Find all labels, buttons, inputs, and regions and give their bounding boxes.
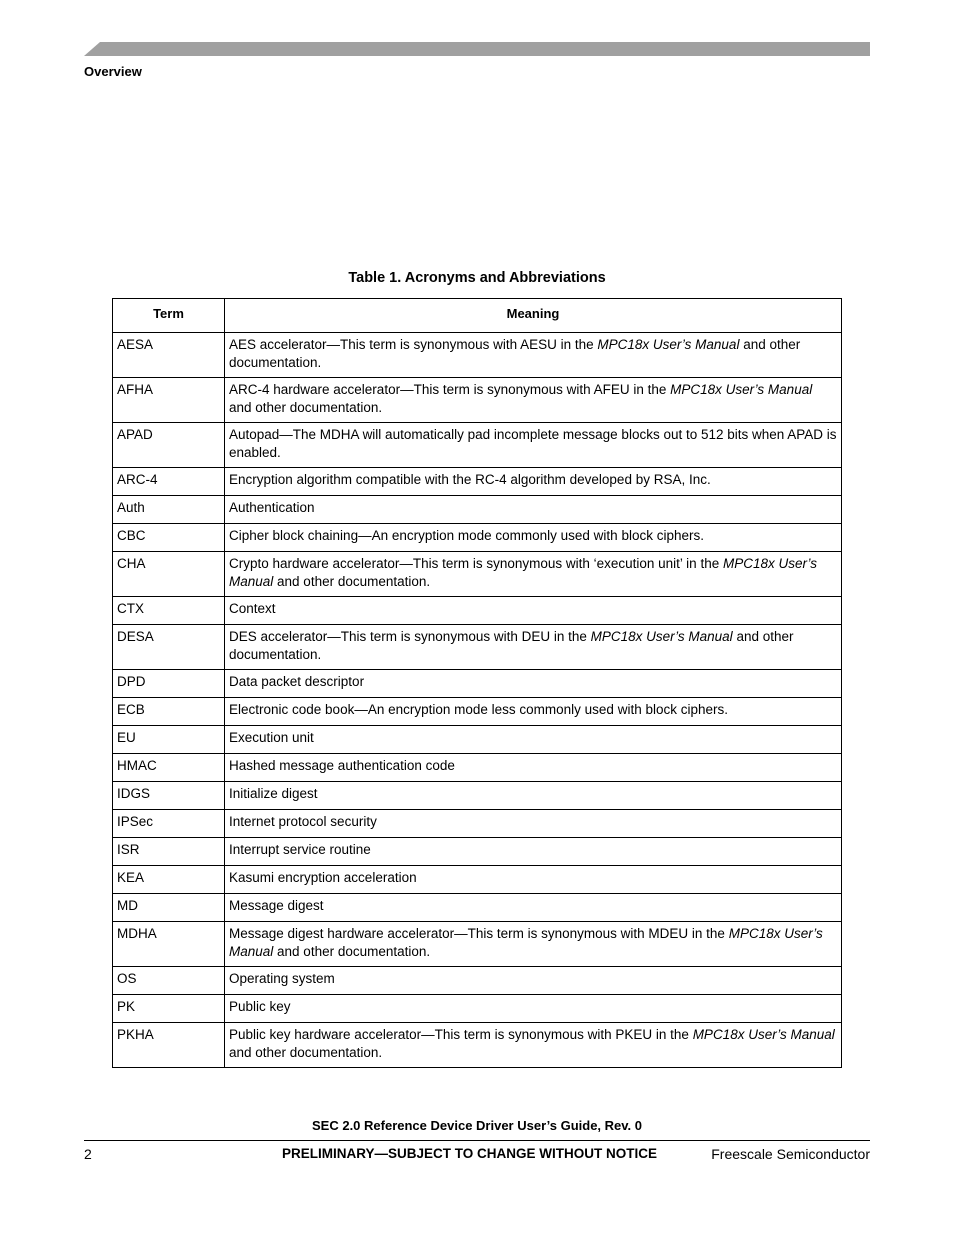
company-name: Freescale Semiconductor [711, 1146, 870, 1162]
term-cell: Auth [113, 496, 225, 524]
meaning-text: Encryption algorithm compatible with the RC-4 algorithm developed by RSA, Inc. [229, 472, 711, 487]
meaning-cell [225, 670, 842, 698]
table-row [113, 922, 842, 967]
meaning-text: Operating system [229, 971, 335, 986]
meaning-text: Autopad—The MDHA will automatically pad incomplete message blocks out to 512 bits when APAD is enabled. [229, 427, 837, 460]
term-cell: PKHA [113, 1023, 225, 1068]
meaning-text: Kasumi encryption acceleration [229, 870, 417, 885]
acronyms-table [112, 298, 842, 1068]
term-cell: ECB [113, 698, 225, 726]
term-cell: ISR [113, 838, 225, 866]
term-cell: HMAC [113, 754, 225, 782]
term-cell: CTX [113, 597, 225, 625]
meaning-cell [225, 995, 842, 1023]
table-row [113, 698, 842, 726]
manual-title: MPC18x User’s Manual [590, 629, 733, 644]
table-row [113, 423, 842, 468]
meaning-cell [225, 810, 842, 838]
meaning-text: Public key hardware accelerator—This term is synonymous with PKEU in the [229, 1027, 693, 1042]
meaning-cell [225, 423, 842, 468]
meaning-cell [225, 1023, 842, 1068]
term-column-header: Term [113, 299, 225, 333]
term-cell: EU [113, 726, 225, 754]
term-cell: AESA [113, 333, 225, 378]
table-row [113, 967, 842, 995]
term-cell: KEA [113, 866, 225, 894]
meaning-cell [225, 524, 842, 552]
footer-divider [84, 1140, 870, 1141]
meaning-cell [225, 922, 842, 967]
table-row [113, 496, 842, 524]
term-cell: MD [113, 894, 225, 922]
meaning-text: Context [229, 601, 276, 616]
meaning-cell [225, 468, 842, 496]
meaning-text: Message digest hardware accelerator—This term is synonymous with MDEU in the [229, 926, 729, 941]
term-cell: PK [113, 995, 225, 1023]
meaning-text: and other documentation. [273, 943, 431, 959]
meaning-cell [225, 552, 842, 597]
meaning-text: and other documentation. [273, 573, 431, 589]
table-row [113, 894, 842, 922]
meaning-text: Message digest [229, 898, 324, 913]
meaning-text: Cipher block chaining—An encryption mode commonly used with block ciphers. [229, 528, 704, 543]
meaning-cell [225, 894, 842, 922]
page-number: 2 [84, 1146, 92, 1162]
table-row [113, 866, 842, 894]
term-cell: MDHA [113, 922, 225, 967]
manual-title: MPC18x User’s Manual [670, 382, 813, 397]
table-row [113, 524, 842, 552]
meaning-cell [225, 333, 842, 378]
meaning-text: Initialize digest [229, 786, 318, 801]
term-cell: CHA [113, 552, 225, 597]
table-row [113, 782, 842, 810]
meaning-text: DES accelerator—This term is synonymous with DEU in the [229, 629, 591, 644]
meaning-column-header: Meaning [225, 299, 842, 333]
table-row [113, 726, 842, 754]
table-row [113, 754, 842, 782]
meaning-cell [225, 866, 842, 894]
table-row [113, 597, 842, 625]
meaning-text: and other documentation. [229, 629, 794, 662]
term-cell: IPSec [113, 810, 225, 838]
meaning-cell [225, 625, 842, 670]
table-row [113, 1023, 842, 1068]
table-row [113, 838, 842, 866]
meaning-cell [225, 754, 842, 782]
meaning-text: Hashed message authentication code [229, 758, 455, 773]
table-row [113, 670, 842, 698]
term-cell: ARC-4 [113, 468, 225, 496]
preliminary-notice: PRELIMINARY—SUBJECT TO CHANGE WITHOUT NOTICE [282, 1146, 658, 1161]
meaning-text: and other documentation. [229, 399, 383, 415]
term-cell: IDGS [113, 782, 225, 810]
manual-title: MPC18x User’s Manual [692, 1027, 835, 1042]
header-bar [84, 42, 870, 56]
table-row [113, 378, 842, 423]
manual-title: MPC18x User’s Manual [229, 926, 823, 959]
term-cell: APAD [113, 423, 225, 468]
meaning-cell [225, 698, 842, 726]
meaning-cell [225, 838, 842, 866]
table-row [113, 810, 842, 838]
table-row [113, 552, 842, 597]
table-caption: Table 1. Acronyms and Abbreviations [348, 270, 606, 286]
table-body [113, 333, 842, 1068]
term-cell: OS [113, 967, 225, 995]
manual-title: MPC18x User’s Manual [229, 556, 817, 589]
footer-title: SEC 2.0 Reference Device Driver User’s Guide, Rev. 0 [312, 1118, 642, 1133]
term-cell: DESA [113, 625, 225, 670]
meaning-text: Execution unit [229, 730, 314, 745]
meaning-cell [225, 726, 842, 754]
term-cell: CBC [113, 524, 225, 552]
meaning-text: ARC-4 hardware accelerator—This term is synonymous with AFEU in the [229, 382, 671, 397]
meaning-cell [225, 782, 842, 810]
meaning-text: Public key [229, 999, 291, 1014]
meaning-text: Crypto hardware accelerator—This term is synonymous with ‘execution unit’ in the [229, 556, 723, 571]
table-row [113, 625, 842, 670]
table-row [113, 333, 842, 378]
meaning-text: and other documentation. [229, 337, 801, 370]
term-cell: AFHA [113, 378, 225, 423]
meaning-text: Internet protocol security [229, 814, 377, 829]
term-cell: DPD [113, 670, 225, 698]
manual-title: MPC18x User’s Manual [597, 337, 740, 352]
section-header: Overview [84, 64, 142, 79]
meaning-text: Authentication [229, 500, 315, 515]
table-header-row [113, 299, 842, 333]
meaning-text: and other documentation. [229, 1044, 383, 1060]
meaning-cell [225, 597, 842, 625]
meaning-cell [225, 378, 842, 423]
meaning-cell [225, 967, 842, 995]
table-row [113, 468, 842, 496]
meaning-text: Interrupt service routine [229, 842, 371, 857]
meaning-text: Electronic code book—An encryption mode less commonly used with block ciphers. [229, 702, 728, 717]
meaning-text: Data packet descriptor [229, 674, 365, 689]
meaning-text: AES accelerator—This term is synonymous with AESU in the [229, 337, 598, 352]
table-row [113, 995, 842, 1023]
meaning-cell [225, 496, 842, 524]
